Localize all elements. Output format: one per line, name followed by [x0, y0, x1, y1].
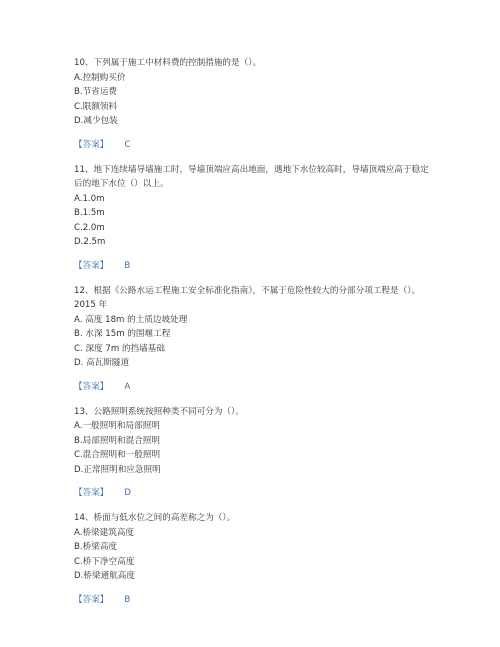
question-14 — [74, 511, 434, 607]
question-stem: 12、根据《公路水运工程施工安全标准化指南》，不属于危险性较大的分部分项工程是（）。2015 年 — [74, 285, 421, 310]
question-stem: 13、公路照明系统按照种类不同可分为（）。 — [74, 406, 244, 417]
option-d: D. 高瓦斯隧道 — [74, 358, 130, 368]
option-d: D.2.5m — [74, 237, 106, 247]
answer-value: B — [124, 594, 131, 605]
question-12 — [74, 284, 434, 394]
option-c: C.混合照明和一般照明 — [74, 450, 161, 460]
answer-label: 【答案】 — [74, 381, 109, 392]
question-10 — [74, 56, 434, 152]
question-stem: 11、地下连续墙导墙施工时，导墙顶端应高出地面，遇地下水位较高时，导墙顶端应高于稳定后的地下水位（）以上。 — [74, 164, 429, 189]
option-d: D.减少包装 — [74, 116, 118, 126]
answer-line — [74, 593, 434, 607]
question-13 — [74, 405, 434, 501]
option-c: C. 深度 7m 的挡墙基础 — [74, 343, 165, 354]
option-c: C.2.0m — [74, 222, 105, 233]
answer-label: 【答案】 — [74, 139, 109, 150]
answer-label: 【答案】 — [74, 594, 109, 605]
answer-label: 【答案】 — [74, 488, 109, 498]
answer-value: C — [124, 139, 131, 150]
answer-line — [74, 486, 434, 500]
answer-value: A — [124, 381, 131, 392]
option-c: C.桥下净空高度 — [74, 556, 135, 567]
option-a: A.一般照明和局部照明 — [74, 421, 160, 431]
answer-line — [74, 380, 434, 394]
option-a: A.1.0m — [74, 193, 105, 204]
answer-value: D — [124, 488, 132, 498]
answer-label: 【答案】 — [74, 260, 109, 271]
option-b: B.局部照明和混合照明 — [74, 435, 160, 446]
option-b: B.节省运费 — [74, 87, 118, 97]
option-c: C.限额领料 — [74, 101, 118, 112]
option-b: B.1.5m — [74, 208, 105, 218]
answer-value: B — [124, 260, 131, 271]
question-stem: 10、下列属于施工中材料费的控制措施的是（）。 — [74, 58, 262, 68]
option-d: D.正常照明和应急照明 — [74, 464, 161, 475]
option-d: D.桥梁通航高度 — [74, 571, 135, 581]
option-a: A.桥梁建筑高度 — [74, 527, 135, 538]
option-b: B. 水深 15m 的围堰工程 — [74, 329, 171, 339]
answer-line — [74, 259, 434, 273]
option-b: B.桥梁高度 — [74, 542, 118, 552]
question-stem: 14、桥面与低水位之间的高差称之为（）。 — [74, 513, 236, 523]
exam-page — [74, 56, 434, 618]
option-a: A.控制购买价 — [74, 72, 126, 83]
option-a: A. 高度 18m 的土质边坡处理 — [74, 314, 188, 325]
answer-line — [74, 138, 434, 152]
question-11 — [74, 163, 434, 273]
